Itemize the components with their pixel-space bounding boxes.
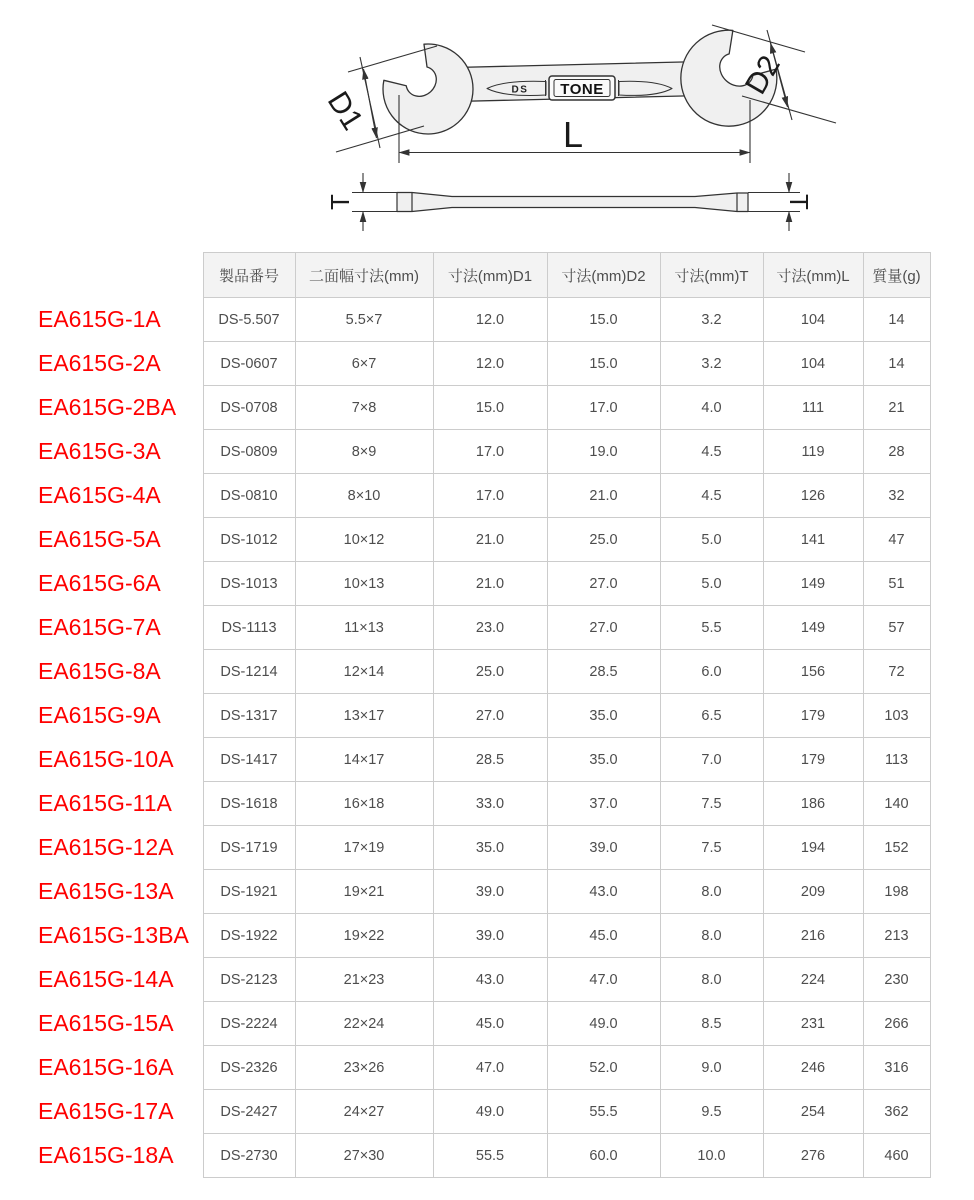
column-header: 寸法(mm)T xyxy=(660,253,763,298)
spec-cell: 179 xyxy=(763,694,863,738)
spec-cell: 316 xyxy=(863,1046,930,1090)
dim-thickness-left xyxy=(352,173,399,231)
spec-cell: 198 xyxy=(863,870,930,914)
spec-cell: 32 xyxy=(863,474,930,518)
model-mark-text: DS xyxy=(511,84,529,96)
wrench-side-view xyxy=(397,193,748,212)
spec-cell: 45.0 xyxy=(433,1002,547,1046)
spec-cell: 35.0 xyxy=(547,738,660,782)
product-code-link[interactable]: EA615G-13BA xyxy=(38,914,203,958)
spec-cell: DS-1214 xyxy=(203,650,295,694)
table-row xyxy=(38,342,930,386)
product-code-link[interactable]: EA615G-12A xyxy=(38,826,203,870)
spec-cell: 213 xyxy=(863,914,930,958)
spec-cell: 113 xyxy=(863,738,930,782)
spec-cell: 47.0 xyxy=(433,1046,547,1090)
spec-cell: 49.0 xyxy=(547,1002,660,1046)
table-row xyxy=(38,694,930,738)
d1-label: D1 xyxy=(320,85,370,137)
spec-cell: 45.0 xyxy=(547,914,660,958)
spec-cell: 7.0 xyxy=(660,738,763,782)
spec-cell: 276 xyxy=(763,1134,863,1178)
spec-cell: 27.0 xyxy=(547,562,660,606)
spec-cell: 47.0 xyxy=(547,958,660,1002)
spec-cell: 43.0 xyxy=(547,870,660,914)
spec-cell: DS-1417 xyxy=(203,738,295,782)
spec-cell: 28 xyxy=(863,430,930,474)
spec-cell: 8.0 xyxy=(660,914,763,958)
spec-cell: 19.0 xyxy=(547,430,660,474)
spec-cell: 230 xyxy=(863,958,930,1002)
spec-cell: 12.0 xyxy=(433,342,547,386)
product-code-link[interactable]: EA615G-17A xyxy=(38,1090,203,1134)
table-row xyxy=(38,518,930,562)
spec-cell: 13×17 xyxy=(295,694,433,738)
spec-cell: 49.0 xyxy=(433,1090,547,1134)
spec-cell: 21.0 xyxy=(433,562,547,606)
spec-cell: 12×14 xyxy=(295,650,433,694)
spec-cell: 51 xyxy=(863,562,930,606)
product-code-link[interactable]: EA615G-8A xyxy=(38,650,203,694)
spec-cell: 21×23 xyxy=(295,958,433,1002)
spec-cell: 43.0 xyxy=(433,958,547,1002)
spec-cell: 126 xyxy=(763,474,863,518)
table-row xyxy=(38,1134,930,1178)
spec-cell: 104 xyxy=(763,298,863,342)
spec-cell: 35.0 xyxy=(547,694,660,738)
spec-cell: DS-1921 xyxy=(203,870,295,914)
spec-cell: 7.5 xyxy=(660,782,763,826)
spec-cell: 47 xyxy=(863,518,930,562)
spec-cell: 4.0 xyxy=(660,386,763,430)
product-code-link[interactable]: EA615G-15A xyxy=(38,1002,203,1046)
spec-cell: DS-2123 xyxy=(203,958,295,1002)
spec-cell: 194 xyxy=(763,826,863,870)
spec-cell: 57 xyxy=(863,606,930,650)
product-code-link[interactable]: EA615G-4A xyxy=(38,474,203,518)
spec-cell: 14 xyxy=(863,298,930,342)
spec-table-body xyxy=(38,298,930,1178)
spec-cell: 8.5 xyxy=(660,1002,763,1046)
table-row xyxy=(38,386,930,430)
spec-cell: 152 xyxy=(863,826,930,870)
left-jaw xyxy=(370,32,491,152)
column-header: 寸法(mm)D1 xyxy=(433,253,547,298)
spec-cell: 4.5 xyxy=(660,430,763,474)
spec-cell: 23×26 xyxy=(295,1046,433,1090)
spec-cell: DS-1113 xyxy=(203,606,295,650)
table-row xyxy=(38,562,930,606)
spec-cell: 10.0 xyxy=(660,1134,763,1178)
table-row xyxy=(38,1046,930,1090)
spec-cell: 35.0 xyxy=(433,826,547,870)
wrench-diagram xyxy=(0,0,974,252)
spec-cell: DS-1719 xyxy=(203,826,295,870)
product-code-link[interactable]: EA615G-18A xyxy=(38,1134,203,1178)
spec-cell: 39.0 xyxy=(433,914,547,958)
spec-cell: 52.0 xyxy=(547,1046,660,1090)
product-code-link[interactable]: EA615G-10A xyxy=(38,738,203,782)
product-code-link[interactable]: EA615G-11A xyxy=(38,782,203,826)
spec-cell: 104 xyxy=(763,342,863,386)
product-code-link[interactable]: EA615G-1A xyxy=(38,298,203,342)
spec-cell: 25.0 xyxy=(433,650,547,694)
product-code-link[interactable]: EA615G-3A xyxy=(38,430,203,474)
brand-text: TONE xyxy=(560,81,604,98)
column-header: 製品番号 xyxy=(203,253,295,298)
spec-cell: DS-1922 xyxy=(203,914,295,958)
spec-cell: 28.5 xyxy=(433,738,547,782)
spec-section xyxy=(0,252,974,1178)
spec-cell: 140 xyxy=(863,782,930,826)
spec-cell: 21.0 xyxy=(547,474,660,518)
spec-cell: 21.0 xyxy=(433,518,547,562)
spec-cell: 5.5 xyxy=(660,606,763,650)
table-row xyxy=(38,606,930,650)
d2-label: D2 xyxy=(739,50,787,100)
spec-table xyxy=(38,252,931,1178)
spec-cell: 254 xyxy=(763,1090,863,1134)
table-row xyxy=(38,430,930,474)
product-code-link[interactable]: EA615G-2A xyxy=(38,342,203,386)
spec-cell: 10×12 xyxy=(295,518,433,562)
spec-cell: 224 xyxy=(763,958,863,1002)
product-code-link[interactable]: EA615G-9A xyxy=(38,694,203,738)
spec-cell: 111 xyxy=(763,386,863,430)
spec-cell: 5.5×7 xyxy=(295,298,433,342)
spec-cell: 14 xyxy=(863,342,930,386)
spec-cell: 39.0 xyxy=(547,826,660,870)
spec-cell: 19×22 xyxy=(295,914,433,958)
spec-cell: 5.0 xyxy=(660,562,763,606)
table-row xyxy=(38,1090,930,1134)
column-header: 寸法(mm)L xyxy=(763,253,863,298)
spec-table-head xyxy=(38,253,930,298)
table-row xyxy=(38,958,930,1002)
spec-cell: 27.0 xyxy=(433,694,547,738)
spec-cell: 72 xyxy=(863,650,930,694)
spec-cell: 16×18 xyxy=(295,782,433,826)
spec-cell: DS-1012 xyxy=(203,518,295,562)
column-header: 二面幅寸法(mm) xyxy=(295,253,433,298)
spec-cell: 6×7 xyxy=(295,342,433,386)
product-code-link[interactable]: EA615G-6A xyxy=(38,562,203,606)
spec-cell: 460 xyxy=(863,1134,930,1178)
spec-cell: 11×13 xyxy=(295,606,433,650)
spec-cell: 119 xyxy=(763,430,863,474)
thickness-label-right: T xyxy=(784,194,814,210)
product-code-link[interactable]: EA615G-2BA xyxy=(38,386,203,430)
product-code-link[interactable]: EA615G-16A xyxy=(38,1046,203,1090)
spec-cell: 6.5 xyxy=(660,694,763,738)
spec-cell: 4.5 xyxy=(660,474,763,518)
spec-cell: 12.0 xyxy=(433,298,547,342)
spec-cell: 17.0 xyxy=(433,430,547,474)
corner-spacer xyxy=(38,253,203,298)
spec-cell: 33.0 xyxy=(433,782,547,826)
spec-cell: DS-5.507 xyxy=(203,298,295,342)
spec-cell: 25.0 xyxy=(547,518,660,562)
product-code-link[interactable]: EA615G-5A xyxy=(38,518,203,562)
spec-cell: 8.0 xyxy=(660,958,763,1002)
spec-cell: 8.0 xyxy=(660,870,763,914)
table-row xyxy=(38,298,930,342)
spec-cell: 149 xyxy=(763,562,863,606)
spec-cell: 103 xyxy=(863,694,930,738)
spec-cell: 21 xyxy=(863,386,930,430)
spec-cell: 266 xyxy=(863,1002,930,1046)
spec-cell: 216 xyxy=(763,914,863,958)
spec-cell: 14×17 xyxy=(295,738,433,782)
table-row xyxy=(38,826,930,870)
spec-cell: 9.5 xyxy=(660,1090,763,1134)
spec-cell: DS-1013 xyxy=(203,562,295,606)
spec-cell: 9.0 xyxy=(660,1046,763,1090)
spec-cell: 3.2 xyxy=(660,342,763,386)
spec-cell: DS-0810 xyxy=(203,474,295,518)
spec-cell: 7×8 xyxy=(295,386,433,430)
spec-cell: 246 xyxy=(763,1046,863,1090)
spec-cell: DS-2427 xyxy=(203,1090,295,1134)
spec-cell: 28.5 xyxy=(547,650,660,694)
spec-cell: 8×9 xyxy=(295,430,433,474)
spec-cell: 149 xyxy=(763,606,863,650)
spec-cell: 22×24 xyxy=(295,1002,433,1046)
spec-cell: 231 xyxy=(763,1002,863,1046)
spec-cell: DS-2326 xyxy=(203,1046,295,1090)
spec-cell: 15.0 xyxy=(547,298,660,342)
column-header: 寸法(mm)D2 xyxy=(547,253,660,298)
spec-cell: 27.0 xyxy=(547,606,660,650)
table-row xyxy=(38,782,930,826)
product-code-link[interactable]: EA615G-13A xyxy=(38,870,203,914)
column-header: 質量(g) xyxy=(863,253,930,298)
spec-cell: 209 xyxy=(763,870,863,914)
spec-cell: 17×19 xyxy=(295,826,433,870)
spec-cell: 19×21 xyxy=(295,870,433,914)
product-code-link[interactable]: EA615G-14A xyxy=(38,958,203,1002)
spec-cell: 6.0 xyxy=(660,650,763,694)
spec-cell: DS-0607 xyxy=(203,342,295,386)
spec-cell: DS-2224 xyxy=(203,1002,295,1046)
table-row xyxy=(38,738,930,782)
spec-cell: 23.0 xyxy=(433,606,547,650)
table-row xyxy=(38,914,930,958)
spec-cell: 17.0 xyxy=(547,386,660,430)
thickness-label-left: T xyxy=(325,194,355,210)
spec-cell: 179 xyxy=(763,738,863,782)
spec-cell: 3.2 xyxy=(660,298,763,342)
spec-cell: 362 xyxy=(863,1090,930,1134)
spec-cell: 15.0 xyxy=(547,342,660,386)
length-label: L xyxy=(562,114,584,155)
table-row xyxy=(38,870,930,914)
spec-cell: 7.5 xyxy=(660,826,763,870)
spec-cell: DS-0708 xyxy=(203,386,295,430)
spec-cell: 24×27 xyxy=(295,1090,433,1134)
spec-cell: 15.0 xyxy=(433,386,547,430)
spec-cell: 60.0 xyxy=(547,1134,660,1178)
table-row xyxy=(38,650,930,694)
spec-cell: 39.0 xyxy=(433,870,547,914)
spec-cell: DS-0809 xyxy=(203,430,295,474)
spec-cell: DS-2730 xyxy=(203,1134,295,1178)
spec-cell: 17.0 xyxy=(433,474,547,518)
spec-cell: 186 xyxy=(763,782,863,826)
spec-cell: 141 xyxy=(763,518,863,562)
spec-cell: 8×10 xyxy=(295,474,433,518)
spec-cell: 156 xyxy=(763,650,863,694)
product-code-link[interactable]: EA615G-7A xyxy=(38,606,203,650)
spec-cell: DS-1618 xyxy=(203,782,295,826)
spec-cell: 5.0 xyxy=(660,518,763,562)
spec-cell: 55.5 xyxy=(547,1090,660,1134)
spec-cell: 37.0 xyxy=(547,782,660,826)
table-row xyxy=(38,474,930,518)
spec-cell: 55.5 xyxy=(433,1134,547,1178)
spec-cell: 27×30 xyxy=(295,1134,433,1178)
table-row xyxy=(38,1002,930,1046)
spec-cell: DS-1317 xyxy=(203,694,295,738)
spec-cell: 10×13 xyxy=(295,562,433,606)
